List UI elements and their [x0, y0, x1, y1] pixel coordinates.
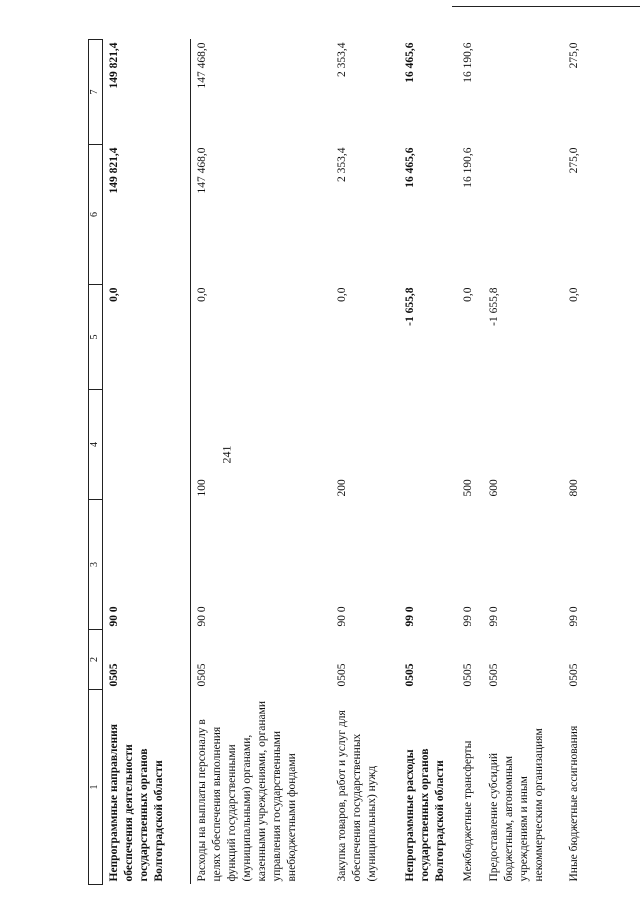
row-change-amount: 0,0 — [461, 287, 474, 302]
row-total: 149 821,4 — [103, 40, 191, 145]
row-expense-type: 500 — [461, 479, 474, 497]
col-header-1: 1 — [89, 690, 103, 885]
row-target-code: 99 0 — [567, 606, 580, 627]
row-section-code: 0505 — [403, 663, 416, 687]
table-row — [457, 40, 483, 885]
row-target-code: 90 0 — [103, 500, 191, 630]
row-amount: 149 821,4 — [103, 145, 191, 285]
header-rule — [452, 6, 640, 7]
row-expense-type — [103, 390, 191, 500]
row-target-code: 90 0 — [196, 606, 208, 627]
column-number-header — [89, 40, 103, 885]
row-amount: 275,0 — [567, 147, 580, 174]
row-section-code: 0505 — [567, 663, 580, 687]
row-total — [483, 40, 563, 145]
row-name: Непрограммные расходы государственных органов Волгоградской области — [403, 748, 446, 882]
row-target-code: 99 0 — [461, 606, 474, 627]
row-name: Предоставление субсидий бюджетным, автономным учреждениям и иным некоммерческим организациям — [487, 728, 545, 882]
row-section-code: 0505 — [196, 663, 208, 687]
row-total: 16 465,6 — [403, 42, 416, 83]
row-section-code: 0505 — [335, 663, 348, 687]
row-section-code: 0505 — [461, 663, 474, 687]
col-header-5: 5 — [89, 285, 103, 390]
row-section-code: 0505 — [103, 630, 191, 690]
table-row — [331, 40, 399, 885]
table-row — [399, 40, 457, 885]
row-target-code: 90 0 — [335, 606, 348, 627]
row-name: Иные бюджетные ассигнования — [567, 725, 580, 882]
table-row — [191, 40, 331, 885]
row-name: Расходы на выплаты персоналу в целях обеспечения выполнения функций государственными (муниципальными) органами, казенными учреждениями, органами управления государственными внебюджетными фондами — [196, 700, 298, 882]
col-header-7: 7 — [89, 40, 103, 145]
row-target-code: 99 0 — [403, 606, 416, 627]
row-change-amount: 0,0 — [196, 287, 208, 302]
row-change-amount: 0,0 — [103, 285, 191, 390]
table-row — [563, 40, 589, 885]
budget-table-sheet — [88, 40, 640, 885]
col-header-2: 2 — [89, 630, 103, 690]
budget-table — [88, 39, 589, 885]
row-expense-type — [399, 390, 457, 500]
col-header-4: 4 — [89, 390, 103, 500]
page-number: 241 — [219, 445, 234, 464]
row-change-amount: -1 655,8 — [487, 287, 500, 326]
row-amount: 16 465,6 — [403, 147, 416, 188]
col-header-3: 3 — [89, 500, 103, 630]
col-header-6: 6 — [89, 145, 103, 285]
row-total: 275,0 — [567, 42, 580, 69]
row-name: Закупка товаров, работ и услуг для обеспечения государственных (муниципальных) нужд — [335, 710, 378, 882]
row-expense-type: 800 — [567, 479, 580, 497]
row-total: 147 468,0 — [196, 42, 208, 89]
row-amount — [483, 145, 563, 285]
row-amount: 16 190,6 — [461, 147, 474, 188]
row-total: 2 353,4 — [335, 42, 348, 77]
row-change-amount: -1 655,8 — [403, 287, 416, 326]
row-expense-type: 100 — [196, 479, 208, 497]
row-name: Межбюджетные трансферты — [461, 740, 474, 882]
row-target-code: 99 0 — [487, 606, 500, 627]
row-amount: 2 353,4 — [335, 147, 348, 182]
row-change-amount: 0,0 — [335, 287, 348, 302]
row-amount: 147 468,0 — [196, 147, 208, 194]
table-row — [103, 40, 191, 885]
row-change-amount: 0,0 — [567, 287, 580, 302]
row-expense-type: 200 — [335, 479, 348, 497]
row-name: Непрограммные направления обеспечения деятельности государственных органов Волгоградской области — [103, 690, 191, 885]
row-expense-type: 600 — [487, 479, 500, 497]
row-section-code: 0505 — [487, 663, 500, 687]
table-row — [483, 40, 563, 885]
row-total: 16 190,6 — [461, 42, 474, 83]
